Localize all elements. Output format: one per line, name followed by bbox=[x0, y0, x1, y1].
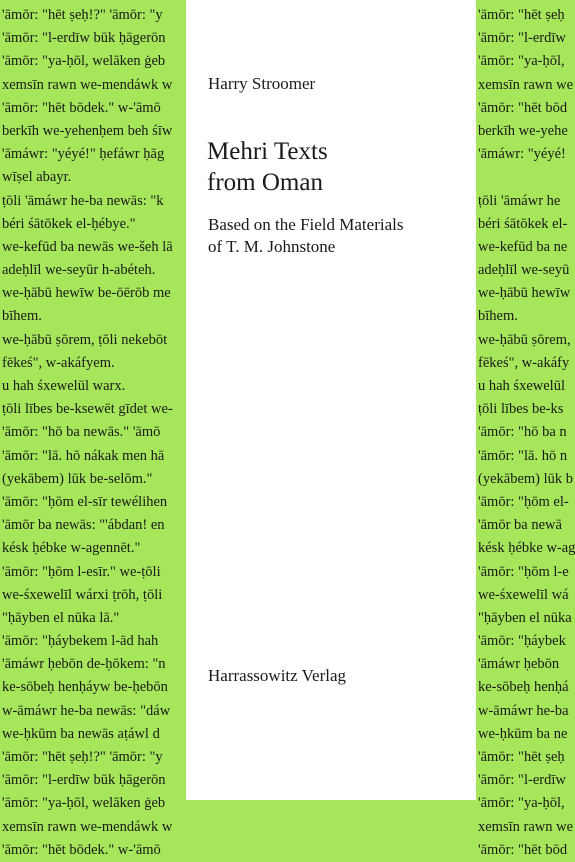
background-right-line: 'āmáwr: "yéyé! bbox=[478, 146, 566, 163]
background-right-line: 'āmáwr ḥebōn bbox=[478, 656, 560, 673]
background-right-line: 'āmōr: "ḥōm l-e bbox=[478, 563, 569, 580]
background-left-line: 'āmáwr ḥebōn de-ḥōkem: "n bbox=[2, 656, 166, 673]
background-right-line: 'āmōr: "hēt ṣeḥ bbox=[478, 7, 565, 23]
background-right-line: we-ḥkūm ba ne bbox=[478, 725, 568, 742]
background-right-line: 'āmōr: "ḥōm el- bbox=[478, 493, 569, 510]
background-right-line: 'āmōr: "hēt bōd bbox=[478, 841, 568, 858]
background-right-line: we-ḥābū ṣōrem, bbox=[478, 331, 571, 348]
background-left-line: w-āmáwr he-ba newās: "dáw bbox=[2, 702, 171, 719]
book-subtitle bbox=[208, 214, 403, 258]
background-right-line: 'āmōr: "ya-ḥōl, bbox=[478, 795, 565, 812]
background-text-left bbox=[0, 0, 186, 858]
background-left-line: béri śātōkek el-ḥébye." bbox=[2, 215, 136, 232]
background-right-line: u hah śxewelūl bbox=[478, 378, 565, 394]
author-name: Harry Stroomer bbox=[208, 74, 316, 93]
background-right-line: 'āmōr: "lā. hō n bbox=[478, 447, 568, 464]
background-left-line: we-śxewelīl wárxi ṭrōh, ṭōli bbox=[2, 586, 163, 603]
background-left-line: 'āmōr: "hēt bōdek." w-'āmō bbox=[2, 841, 161, 858]
background-right-line: 'āmōr: "ya-ḥōl, bbox=[478, 53, 565, 70]
cover-panel bbox=[186, 0, 476, 800]
background-right-line: ke-sōbeḥ henḥá bbox=[478, 679, 569, 696]
background-left-line: ṭōli lībes be-ksewēt gīdet we- bbox=[2, 401, 173, 418]
background-right-line: we-ḥābū hewīw bbox=[478, 285, 571, 302]
background-right-line: fēkeś", w-akáfy bbox=[478, 354, 570, 371]
background-left-line: berkīh we-yehenḥem beh śīw bbox=[2, 122, 173, 139]
background-right-line: berkīh we-yehe bbox=[478, 122, 568, 139]
background-left-line: we-ḥābū ṣōrem, ṭōli nekebōt bbox=[2, 331, 168, 348]
background-left-line: 'āmōr: "ḥáybekem l-ād hah bbox=[2, 633, 159, 650]
background-right-line: 'āmōr: "hēt ṣeḥ bbox=[478, 749, 565, 765]
background-left-line: xemsīn rawn we-mendáwk w bbox=[2, 818, 173, 835]
background-right-line: 'āmōr: "l-erdīw bbox=[478, 772, 566, 789]
background-right-line: we-śxewelīl wá bbox=[478, 586, 569, 603]
book-subtitle-line-2: of T. M. Johnstone bbox=[208, 237, 336, 256]
background-left-line: ṭōli 'āmáwr he-ba newās: "k bbox=[2, 192, 164, 209]
background-right-line: 'āmōr ba newā bbox=[478, 517, 562, 534]
background-left-line: késk ḥébke w-agennēt." bbox=[2, 540, 141, 557]
background-right-line: 'āmōr: "l-erdīw bbox=[478, 30, 566, 47]
book-title-line-2: from Oman bbox=[207, 169, 323, 196]
background-right-line: 'āmōr: "hēt bōd bbox=[478, 99, 568, 116]
background-right-line: késk ḥébke w-ag bbox=[478, 540, 575, 557]
publisher-name: Harrassowitz Verlag bbox=[208, 666, 347, 685]
background-left-line: wīṣel abayr. bbox=[2, 169, 72, 186]
background-right-line: xemsīn rawn we bbox=[478, 76, 574, 93]
background-left-line: (yekābem) lūk be-selōm." bbox=[2, 470, 153, 487]
background-right-line: ṭōli 'āmáwr he bbox=[478, 192, 561, 209]
book-title bbox=[207, 136, 328, 198]
background-left-line: 'āmáwr: "yéyé!" ḥefáwr ḥāg bbox=[2, 146, 165, 163]
background-left-line: 'āmōr: "lā. hō nákak men hā bbox=[2, 447, 165, 464]
background-right-line: béri śātōkek el- bbox=[478, 215, 568, 232]
background-right-line: 'āmōr: "hō ba n bbox=[478, 424, 567, 441]
background-right-line: xemsīn rawn we bbox=[478, 818, 574, 835]
background-left-line: we-ḥkūm ba newās aṭáwl d bbox=[2, 725, 160, 742]
background-right-line bbox=[476, 166, 575, 189]
background-left-line: we-kefūd ba newās we-šeh lā bbox=[2, 238, 173, 255]
background-left-line: 'āmōr ba newās: "'ábdan! en bbox=[2, 517, 165, 534]
background-left-line: "ḥāyben el nūka lā." bbox=[2, 609, 120, 626]
background-right-line: ṭōli lībes be-ks bbox=[478, 401, 564, 418]
background-left-line: xemsīn rawn we-mendáwk w bbox=[2, 76, 173, 93]
background-right-line: w-āmáwr he-ba bbox=[478, 702, 569, 719]
background-left-line: ke-sōbeḥ henḥáyw be-ḥebōn bbox=[2, 679, 168, 696]
background-right-line: adeḥlīl we-seyū bbox=[478, 262, 570, 279]
background-right-line: (yekābem) lūk b bbox=[478, 470, 574, 487]
background-left-line: bīhem. bbox=[2, 308, 42, 325]
background-right-line: bīhem. bbox=[478, 308, 518, 325]
book-subtitle-line-1: Based on the Field Materials bbox=[208, 215, 404, 234]
background-right-line: 'āmōr: "ḥáybek bbox=[478, 633, 566, 650]
book-title-line-1: Mehri Texts bbox=[207, 138, 328, 165]
background-left-line: 'āmōr: "hēt ṣeḥ!?" 'āmōr: "y bbox=[2, 749, 163, 765]
background-left-line: 'āmōr: "ya-ḥōl, welāken ġeb bbox=[2, 795, 166, 812]
background-left-line: 'āmōr: "hō ba newās." 'āmō bbox=[2, 424, 161, 441]
background-left-line: adeḥlīl we-seyūr h-abéteh. bbox=[2, 262, 156, 279]
background-left-line: 'āmōr: "l-erdīw būk ḥāgerōn bbox=[2, 772, 166, 789]
background-left-line: 'āmōr: "ḥōm el-sīr tewélihen bbox=[2, 493, 168, 510]
background-left-line: 'āmōr: "ḥōm l-esīr." we-ṭōli bbox=[2, 563, 161, 580]
background-left-line: 'āmōr: "hēt ṣeḥ!?" 'āmōr: "y bbox=[2, 7, 163, 23]
background-left-line: we-ḥābū hewīw be-ōērōb me bbox=[2, 285, 171, 302]
background-right-line: we-kefūd ba ne bbox=[478, 238, 568, 255]
background-left-line: u hah śxewelūl warx. bbox=[2, 378, 126, 394]
background-text-right bbox=[476, 0, 575, 858]
background-left-line: 'āmōr: "l-erdīw būk ḥāgerōn bbox=[2, 30, 166, 47]
background-left-line: 'āmōr: "hēt bōdek." w-'āmō bbox=[2, 99, 161, 116]
background-right-line: "ḥāyben el nūka bbox=[478, 609, 572, 626]
background-left-line: fēkeś", w-akáfyem. bbox=[2, 354, 115, 371]
background-left-line: 'āmōr: "ya-ḥōl, welāken ġeb bbox=[2, 53, 166, 70]
